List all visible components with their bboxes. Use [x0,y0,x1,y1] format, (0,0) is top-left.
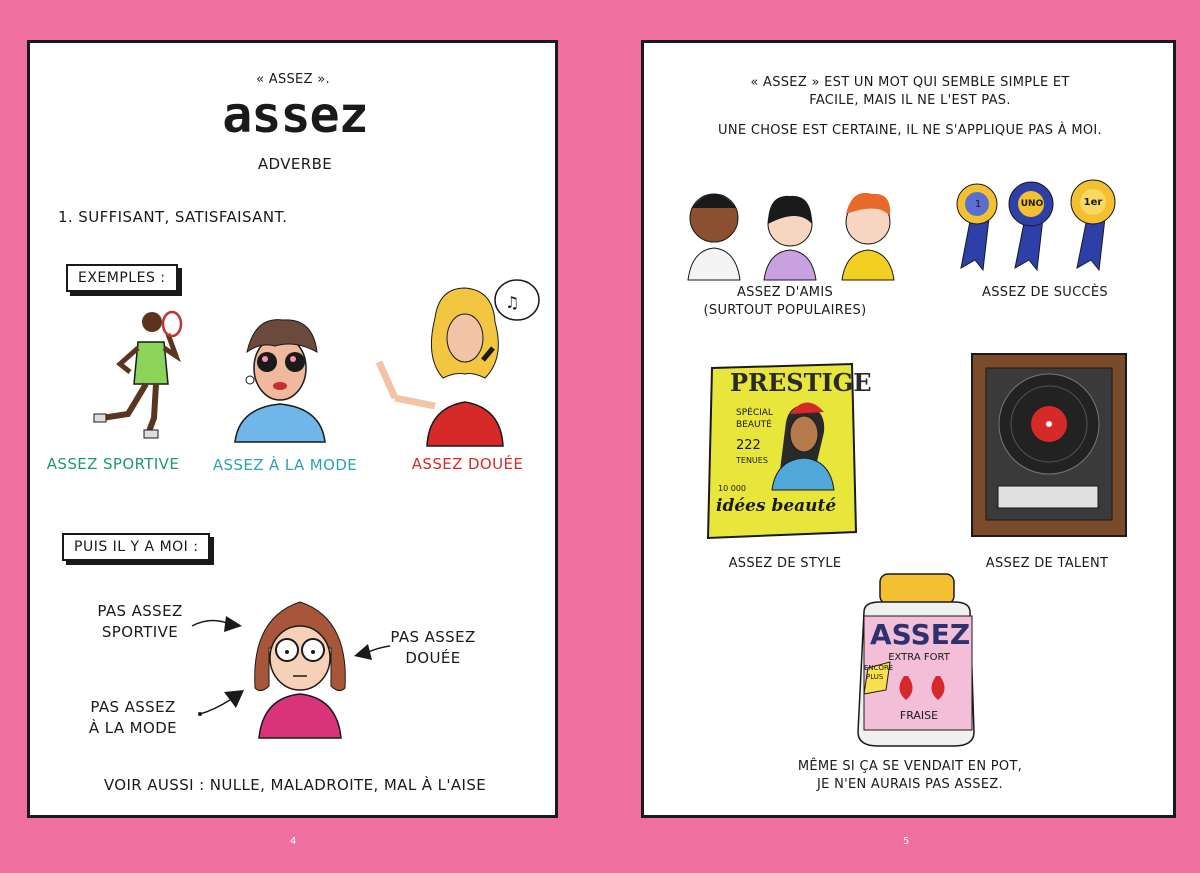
me-label: PUIS IL Y A MOI : [62,533,210,561]
header-small: « ASSEZ ». [256,72,330,87]
example-fashion: ASSEZ À LA MODE [212,456,358,474]
see-also: VOIR AUSSI : NULLE, MALADROITE, MAL À L'AISE [103,776,487,794]
intro-line-1: « ASSEZ » EST UN MOT QUI SEMBLE SIMPLE ET [750,75,1070,90]
magazine-line-3: 222 [736,438,761,453]
jar-subtitle: EXTRA FORT [888,652,950,663]
jar-title: ASSEZ [870,618,971,651]
friends-caption-2: (SURTOUT POPULAIRES) [703,303,867,318]
magazine-line-6: idées beauté [716,496,837,516]
success-caption: ASSEZ DE SUCCÈS [982,285,1108,300]
ribbons-illustration [955,176,1135,272]
intro-line-2: FACILE, MAIS IL NE L'EST PAS. [809,93,1011,108]
note-gifted-1: PAS ASSEZ [390,628,476,646]
page-number-right: 5 [903,836,910,847]
singer-illustration [365,278,545,446]
arrow-sport-icon [190,612,245,636]
note-mode-2: À LA MODE [88,719,178,737]
note-sport-1: PAS ASSEZ [97,602,183,620]
closing-line-2: JE N'EN AURAIS PAS ASSEZ. [816,777,1003,792]
me-girl-illustration [245,598,355,738]
headword: assez [222,86,368,144]
closing-line-1: MÊME SI ÇA SE VENDAIT EN POT, [797,759,1023,774]
talent-caption: ASSEZ DE TALENT [985,556,1109,571]
note-mode-1: PAS ASSEZ [90,698,176,716]
ribbon-2-text: UNO [1020,199,1044,209]
definition: 1. SUFFISANT, SATISFAISANT. [58,208,288,226]
jar-badge-1: ENCORE [864,664,894,672]
ribbon-3-text: 1er [1083,197,1103,208]
style-caption: ASSEZ DE STYLE [728,556,842,571]
svg-text:♫: ♫ [505,293,520,312]
part-of-speech: ADVERBE [257,155,333,173]
example-sporty: ASSEZ SPORTIVE [46,455,180,473]
page-number-left: 4 [290,836,297,847]
magazine-line-1: SPÉCIAL [736,408,773,418]
friends-caption-1: ASSEZ D'AMIS [736,285,834,300]
magazine-title: PRESTIGE [730,368,872,397]
arrow-mode-icon [196,688,246,718]
magazine-line-4: TENUES [736,456,768,465]
friends-illustration [682,180,902,280]
example-gifted: ASSEZ DOUÉE [411,455,524,473]
gold-record-illustration [970,352,1128,538]
magazine-line-5: 10 000 [718,484,746,493]
examples-label: EXEMPLES : [66,264,178,292]
ribbon-1-text: 1 [974,199,982,210]
note-gifted-2: DOUÉE [405,649,461,667]
jar-flavor: FRAISE [899,709,939,722]
sporty-girl-illustration [90,306,200,446]
fashionable-girl-illustration [225,312,335,442]
note-sport-2: SPORTIVE [101,623,179,641]
intro-line-3: UNE CHOSE EST CERTAINE, IL NE S'APPLIQUE PAS À MOI. [718,123,1102,138]
magazine-line-2: BEAUTÉ [736,420,772,430]
jar-badge-2: PLUS [866,673,884,681]
